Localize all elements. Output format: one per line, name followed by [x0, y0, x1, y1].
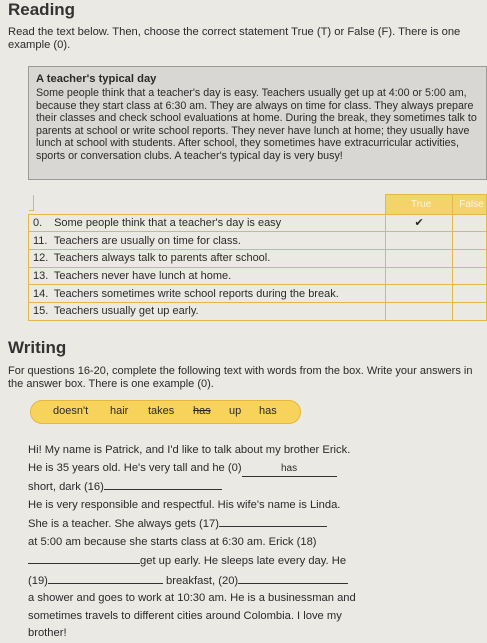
reading-heading: Reading: [8, 0, 76, 19]
table-row: [29, 214, 487, 232]
false-answer-cell[interactable]: [453, 285, 487, 303]
statement-number: 11.: [33, 234, 48, 247]
text-line: She is a teacher. She always gets (17): [28, 518, 219, 530]
true-answer-cell[interactable]: [386, 285, 453, 303]
text-line: brother!: [28, 627, 67, 639]
false-column-header: False: [453, 195, 487, 215]
false-answer-cell[interactable]: [453, 214, 487, 232]
table-row: [29, 285, 487, 303]
statement-text: Teachers never have lunch at home.: [53, 269, 232, 282]
false-answer-cell[interactable]: [453, 249, 487, 267]
answer-blank-18[interactable]: [28, 551, 140, 564]
false-answer-cell[interactable]: [453, 302, 487, 320]
statement-cell: [29, 267, 386, 285]
text-line: Hi! My name is Patrick, and I'd like to talk about my brother Erick.: [28, 444, 351, 456]
word-bank-item: doesn't: [53, 405, 89, 417]
true-answer-cell[interactable]: ✔: [386, 214, 453, 232]
answer-blank-17[interactable]: [219, 514, 327, 527]
statement-number: 13.: [33, 269, 49, 282]
statement-number: 15.: [33, 305, 49, 318]
word-bank-item: hair: [110, 405, 129, 417]
example-answer-blank: has: [242, 464, 337, 477]
reading-text-body: Some people think that a teacher's day is easy. Teachers usually get up at 4:00 or 5:00 am, because they start class at 6:30 am. They are always on time for class. They always prepare their classes and check school evaluations at home. During the break, they sometimes talk to parents at school or write school reports. They never have lunch at home; they usually have lunch at school with students. After school, they sometimes have extracurricular activities, sports or conversation clubs. A teacher's typical day is very busy!: [36, 87, 477, 162]
word-bank-item: has: [259, 405, 277, 417]
true-column-header: True: [386, 195, 453, 215]
reading-text-box: [28, 66, 487, 180]
true-answer-cell[interactable]: [386, 302, 453, 320]
word-bank-item: takes: [148, 405, 175, 417]
word-bank: [30, 400, 301, 424]
text-line: at 5:00 am because she starts class at 6:30 am. Erick (18): [28, 535, 317, 548]
statement-number: 14.: [33, 287, 49, 300]
text-line: (19): [28, 574, 48, 587]
true-answer-cell[interactable]: [386, 249, 453, 267]
statement-cell: [29, 214, 386, 232]
true-answer-cell[interactable]: [386, 232, 453, 250]
false-answer-cell[interactable]: [453, 267, 487, 285]
text-line: He is very responsible and respectful. His wife's name is Linda.: [28, 498, 341, 511]
text-line: get up early. He sleeps late every day. He: [140, 555, 347, 567]
statement-cell: [29, 302, 386, 320]
reading-instruction: Read the text below. Then, choose the correct statement True (T) or False (F). There is one example (0).: [8, 26, 461, 51]
true-answer-cell[interactable]: [386, 267, 453, 285]
statement-text: Teachers always talk to parents after school.: [53, 252, 271, 265]
gap-fill-text: [28, 442, 368, 643]
false-answer-cell[interactable]: [453, 232, 487, 250]
statement-text: Some people think that a teacher's day is easy: [54, 216, 282, 229]
answer-blank-16[interactable]: [104, 477, 222, 490]
word-bank-item: up: [229, 405, 242, 417]
text-line: sometimes travels to different cities around Colombia. I love my: [28, 609, 342, 622]
true-false-table: [28, 194, 487, 321]
table-row: [29, 232, 487, 250]
writing-heading: Writing: [8, 338, 67, 357]
statement-text: Teachers are usually on time for class.: [53, 234, 241, 247]
table-row: [29, 267, 487, 285]
table-row: [29, 249, 487, 267]
answer-blank-20[interactable]: [238, 571, 348, 584]
table-row: [29, 302, 487, 320]
text-line: breakfast, (20): [166, 574, 239, 587]
writing-instruction: For questions 16-20, complete the following text with words from the box. Write your answers in the answer box. There is one example (0).: [8, 365, 473, 390]
statement-number: 12.: [33, 252, 49, 265]
answer-blank-19[interactable]: [48, 571, 163, 584]
reading-text-title: A teacher's typical day: [36, 73, 157, 85]
statement-number: 0.: [33, 216, 43, 229]
word-bank-item-used: has: [193, 405, 211, 417]
statement-text: Teachers sometimes write school reports during the break.: [53, 287, 339, 300]
statement-cell: [29, 285, 386, 303]
text-line: a shower and goes to work at 10:30 am. He is a businessman and: [28, 592, 356, 604]
statement-cell: [29, 232, 386, 250]
text-line: short, dark (16): [28, 481, 104, 493]
statement-text: Teachers usually get up early.: [53, 305, 199, 318]
text-line: He is 35 years old. He's very tall and he (0): [28, 461, 242, 474]
statement-cell: [29, 249, 386, 267]
